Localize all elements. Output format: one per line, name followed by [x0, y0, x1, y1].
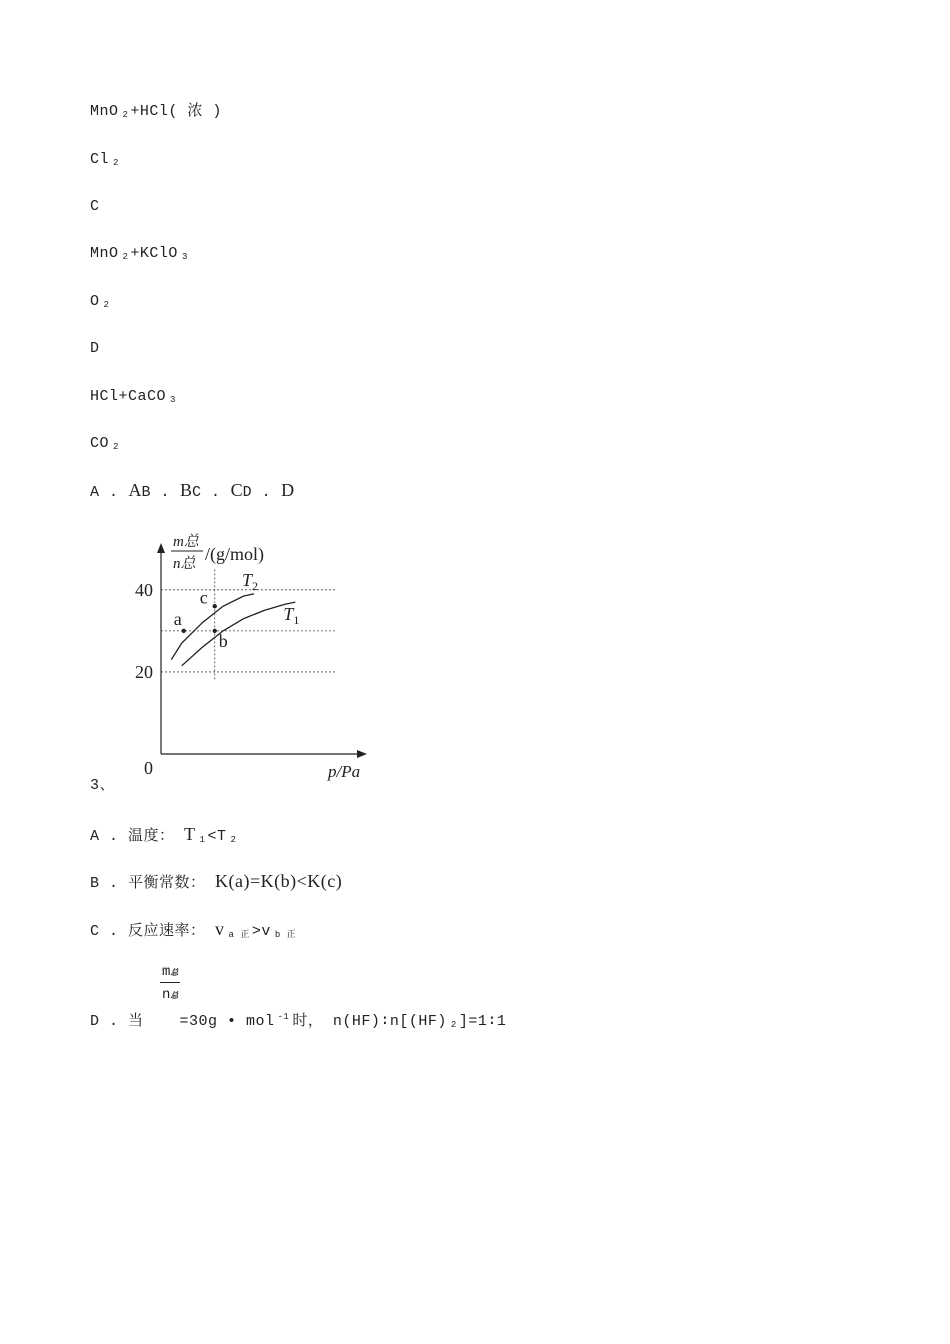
fraction-denominator: n总: [162, 987, 179, 1003]
subscript: 2: [122, 110, 129, 120]
option-letter: C: [90, 198, 100, 215]
choice-a-label: A .: [90, 484, 119, 501]
y-label-unit: /(g/mol): [205, 544, 264, 564]
y-tick-label: 20: [135, 661, 153, 682]
subscript: 3: [181, 252, 188, 262]
series-line-T2: [171, 594, 254, 660]
option-letter: D: [90, 340, 100, 357]
option-b-label: B . 平衡常数：: [90, 875, 206, 892]
origin-label: 0: [144, 758, 153, 778]
fraction-numerator: m总: [160, 964, 180, 983]
fraction-m-over-n: [160, 964, 180, 1003]
y-axis-arrow: [157, 543, 165, 553]
subscript: 2: [103, 300, 110, 310]
option-a: [90, 824, 238, 850]
choice-c-value: C: [230, 480, 243, 500]
formula-text: Cl: [90, 151, 110, 168]
choice-b-value: B: [180, 480, 193, 500]
formula-text: HCl+CaCO: [90, 388, 167, 405]
x-axis-label: p/Pa: [328, 762, 361, 781]
y-tick-label: 40: [135, 579, 153, 600]
point-a: [182, 629, 186, 633]
point-label-c: c: [199, 587, 208, 608]
line-co2: [90, 434, 121, 457]
formula-text: MnO: [90, 245, 119, 262]
y-label-denominator: n总: [173, 556, 196, 572]
formula-text: O: [90, 293, 100, 310]
subscript: 1: [199, 835, 206, 845]
option-d-label: D . 当: [90, 1013, 144, 1030]
question-number-text: 3、: [90, 777, 116, 794]
option-a-t: T: [184, 824, 196, 844]
choice-c-label: C .: [192, 484, 221, 501]
option-a-label: A . 温度：: [90, 828, 175, 845]
formula-text: +HCl( 浓 ): [130, 103, 222, 120]
line-d: [90, 339, 100, 359]
option-c-v: v: [215, 919, 225, 939]
subscript: 2: [113, 442, 119, 452]
choice-a-value: A: [128, 480, 142, 500]
subscript: 2: [450, 1020, 457, 1030]
subscript: a 正: [228, 930, 250, 940]
option-c: [90, 919, 298, 945]
line-mno2-kclo3: [90, 244, 190, 267]
line-o2: [90, 292, 111, 315]
option-a-mid: <T: [207, 828, 227, 845]
option-c-label: C . 反应速率：: [90, 923, 206, 940]
option-d-text: ]=1∶1: [458, 1013, 507, 1030]
subscript: 2: [230, 835, 237, 845]
option-c-mid: >v: [251, 923, 271, 940]
option-d-text: 时， n(HF)∶n[(HF): [292, 1013, 447, 1030]
formula-text: +KClO: [130, 245, 178, 262]
formula-text: CO: [90, 435, 110, 452]
subscript: 3: [170, 395, 176, 405]
point-b: [213, 629, 217, 633]
subscript: b 正: [274, 930, 297, 940]
option-b-value: K(a)=K(b)<K(c): [215, 871, 343, 891]
line-c: [90, 197, 100, 217]
line-hcl-caco3: [90, 387, 178, 410]
molar-mass-pressure-chart: [125, 530, 375, 788]
superscript: -1: [277, 1012, 290, 1022]
subscript: 2: [122, 252, 129, 262]
y-label-numerator: m总: [173, 534, 199, 550]
choice-d-label: D .: [242, 484, 272, 501]
series-label-T2: $T_2$: [242, 569, 259, 593]
x-axis-arrow: [357, 750, 367, 758]
option-b: [90, 871, 342, 894]
point-label-b: b: [218, 630, 228, 651]
series-line-T1: [182, 602, 296, 666]
point-label-a: a: [173, 608, 182, 629]
choice-d-value: D: [281, 480, 295, 500]
option-d: [90, 1007, 506, 1035]
subscript: 2: [113, 158, 119, 168]
series-label-T1: $T_1$: [283, 604, 300, 628]
choice-b-label: B .: [141, 484, 171, 501]
formula-text: MnO: [90, 103, 119, 120]
option-d-text: =30g • mol: [179, 1013, 275, 1030]
question-number: [90, 776, 115, 796]
line-mno2-hcl: [90, 102, 222, 125]
line-cl2: [90, 150, 121, 173]
answer-choices-row: [90, 480, 294, 503]
point-c: [213, 604, 217, 608]
